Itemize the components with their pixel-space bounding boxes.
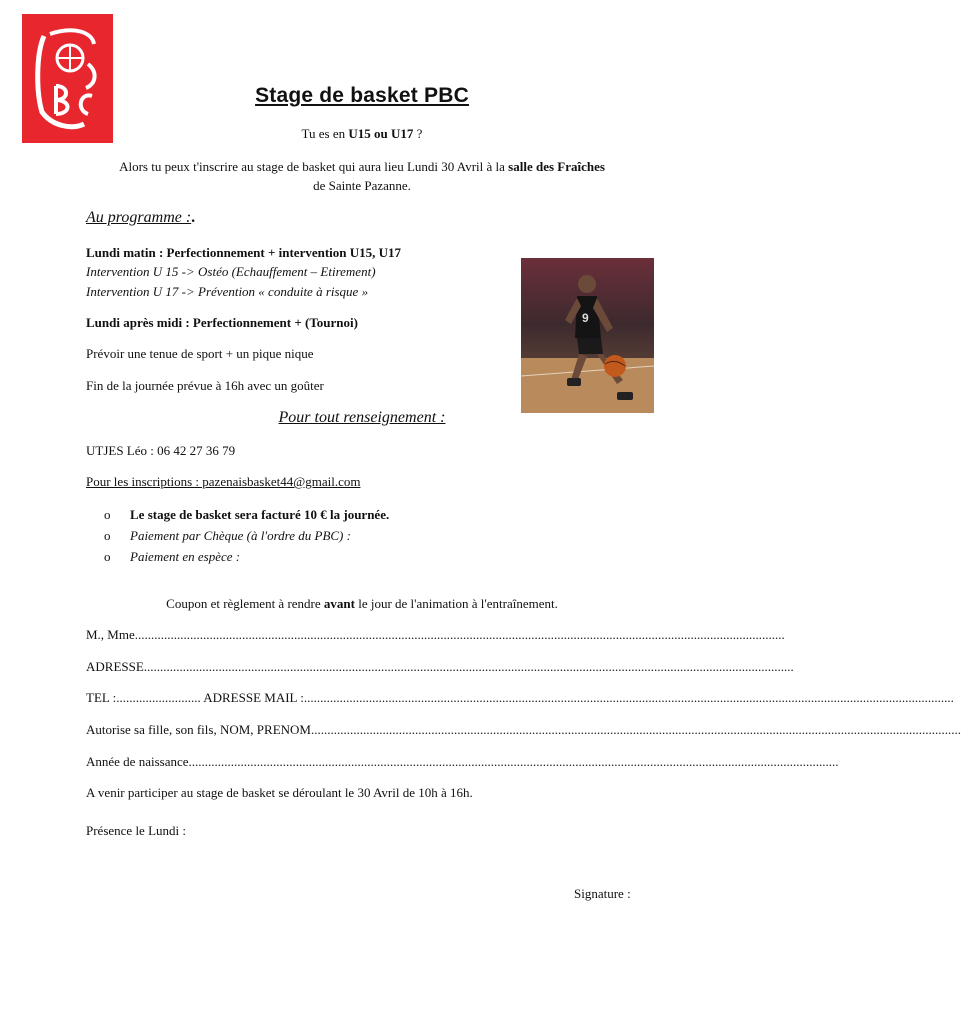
morning-title: Lundi matin : Perfectionnement + intervention U15, U17: [86, 245, 402, 260]
bullet-icon: o: [104, 507, 111, 522]
svg-text:9: 9: [582, 311, 589, 325]
morning-u17: Intervention U 17 -> Prévention « conduite à risque »: [86, 284, 369, 299]
fill-dots: ........................................................................................................................................................................................................: [310, 722, 961, 737]
bullet-icon: o: [104, 549, 111, 564]
intro-question: Tu es en U15 ou U17 ?: [301, 126, 423, 141]
form-tel-mail-line: TEL :.......................... ADRESSE MAIL :........................................................................................................................................................................................................: [86, 690, 954, 705]
intro-line-2: de Sainte Pazanne.: [313, 178, 411, 193]
signature-label: Signature :: [574, 886, 631, 901]
fill-dots: ........................................................................................................................................................................................................: [303, 690, 954, 705]
registration-email[interactable]: Pour les inscriptions : pazenaisbasket44@gmail.com: [86, 474, 361, 489]
outfit-note: Prévoir une tenue de sport + un pique nique: [86, 346, 314, 361]
fill-dots: ........................................................................................................................................................................................................: [143, 659, 794, 674]
participation-note: A venir participer au stage de basket se déroulant le 30 Avril de 10h à 16h.: [86, 785, 473, 800]
end-note: Fin de la journée prévue à 16h avec un goûter: [86, 378, 324, 393]
coupon-note: Coupon et règlement à rendre avant le jour de l'animation à l'entraînement.: [166, 596, 558, 611]
contact-phone: UTJES Léo : 06 42 27 36 79: [86, 443, 236, 458]
pbc-logo: [22, 14, 113, 143]
form-name-line: M., Mme........................................................................................................................................................................................................: [86, 627, 785, 642]
page-title: Stage de basket PBC: [255, 84, 469, 107]
player-photo: [521, 258, 654, 413]
form-address-line: ADRESSE........................................................................................................................................................................................................: [86, 659, 794, 674]
bullet-icon: o: [104, 528, 111, 543]
intro-line-1: Alors tu peux t'inscrire au stage de basket qui aura lieu Lundi 30 Avril à la salle des Fraîches: [119, 159, 605, 174]
form-birth-line: Année de naissance........................................................................................................................................................................................................: [86, 754, 839, 769]
fill-dots: ........................................................................................................................................................................................................: [134, 627, 785, 642]
presence-label: Présence le Lundi :: [86, 823, 186, 838]
afternoon-title: Lundi après midi : Perfectionnement + (Tournoi): [86, 315, 358, 330]
morning-u15: Intervention U 15 -> Ostéo (Echauffement – Etirement): [86, 264, 376, 279]
form-authorize-line: Autorise sa fille, son fils, NOM, PRENOM........................................................................................................................................................................................................: [86, 722, 961, 737]
contact-heading: Pour tout renseignement :: [278, 409, 446, 426]
fill-dots: ........................................................................................................................................................................................................: [188, 754, 839, 769]
programme-heading: Au programme :.: [86, 209, 196, 226]
